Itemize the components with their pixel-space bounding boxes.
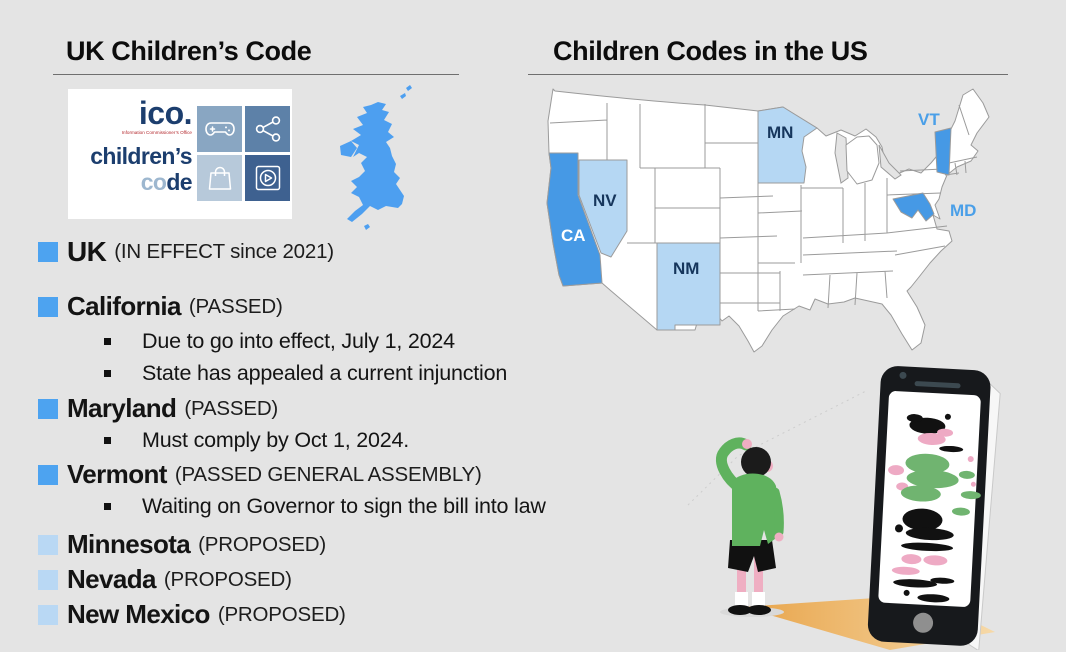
sub-bullet bbox=[104, 437, 111, 444]
sub-bullet bbox=[104, 338, 111, 345]
jurisdiction-name: Maryland bbox=[67, 393, 177, 423]
state-new-mexico bbox=[657, 243, 720, 330]
map-label-vt: VT bbox=[918, 110, 940, 129]
ico-logo-text-block bbox=[68, 89, 192, 196]
shetland-islands bbox=[400, 85, 412, 99]
great-britain-outline bbox=[347, 102, 404, 222]
us-map bbox=[545, 83, 1015, 360]
jurisdiction-name: Vermont bbox=[67, 459, 167, 489]
jurisdiction-name: Nevada bbox=[67, 564, 156, 594]
map-label-md: MD bbox=[950, 201, 977, 220]
legend-bullet-in-effect bbox=[38, 242, 58, 262]
legend-bullet-passed-assembly bbox=[38, 465, 58, 485]
map-label-ca: CA bbox=[561, 226, 586, 245]
ico-office-subtext: Information Commissioner’s Office bbox=[121, 130, 192, 135]
jurisdiction-status: (PROPOSED) bbox=[163, 567, 292, 591]
right-title-rule bbox=[528, 74, 1008, 75]
left-title-rule bbox=[53, 74, 459, 75]
note-text: State has appealed a current injunction bbox=[142, 361, 508, 385]
list-item-minnesota bbox=[38, 529, 326, 560]
note-text: Due to go into effect, July 1, 2024 bbox=[142, 329, 455, 353]
ico-childrens-code-logo bbox=[68, 89, 292, 219]
state-vermont bbox=[935, 128, 951, 175]
list-item-uk bbox=[38, 236, 334, 268]
childrens-wordmark: children’s bbox=[90, 143, 192, 169]
code-light-letters: co bbox=[140, 169, 167, 196]
list-item-vermont bbox=[38, 459, 482, 490]
sub-bullet bbox=[104, 370, 111, 377]
hand-on-head bbox=[742, 439, 752, 449]
jurisdiction-name: New Mexico bbox=[67, 599, 210, 629]
jurisdiction-status: (PASSED GENERAL ASSEMBLY) bbox=[174, 462, 482, 486]
legend-bullet-passed bbox=[38, 399, 58, 419]
code-wordmark bbox=[68, 169, 192, 195]
jurisdiction-name: Minnesota bbox=[67, 529, 191, 559]
small-isle bbox=[364, 224, 370, 230]
jurisdiction-status: (IN EFFECT since 2021) bbox=[114, 240, 334, 263]
logo-tile-grid bbox=[197, 106, 290, 201]
sub-bullet bbox=[104, 503, 111, 510]
code-dark-letters: de bbox=[166, 169, 192, 196]
jurisdiction-name: UK bbox=[67, 236, 107, 267]
note-row bbox=[104, 329, 455, 354]
left-section-title: UK Children’s Code bbox=[66, 36, 312, 66]
note-row bbox=[104, 428, 409, 453]
note-text: Must comply by Oct 1, 2024. bbox=[142, 428, 410, 452]
shopping-bag-icon bbox=[197, 155, 242, 201]
list-item-new-mexico bbox=[38, 599, 346, 630]
list-item-california bbox=[38, 291, 283, 322]
jurisdiction-status: (PASSED) bbox=[188, 294, 283, 318]
note-row bbox=[104, 494, 546, 519]
head-hair bbox=[741, 447, 771, 477]
right-section-title: Children Codes in the US bbox=[553, 36, 868, 66]
giant-phone bbox=[867, 365, 1001, 650]
list-item-nevada bbox=[38, 564, 292, 595]
jurisdiction-status: (PROPOSED) bbox=[198, 532, 327, 556]
map-label-mn: MN bbox=[767, 123, 794, 142]
sweater bbox=[732, 473, 779, 546]
gamepad-icon bbox=[197, 106, 242, 152]
ico-wordmark: ico. bbox=[138, 95, 192, 131]
hanging-hand bbox=[775, 533, 784, 542]
list-item-maryland bbox=[38, 393, 278, 424]
share-icon bbox=[245, 106, 290, 152]
map-label-nv: NV bbox=[593, 191, 617, 210]
note-text: Waiting on Governor to sign the bill into law bbox=[142, 494, 546, 518]
map-label-nm: NM bbox=[673, 259, 700, 278]
legend-bullet-passed bbox=[38, 297, 58, 317]
hanging-arm bbox=[775, 492, 779, 532]
play-video-icon bbox=[245, 155, 290, 201]
child-phone-illustration bbox=[680, 360, 1066, 650]
right-shoe bbox=[747, 605, 771, 615]
note-row bbox=[104, 361, 507, 386]
child-figure bbox=[721, 439, 783, 615]
faint-guide-line bbox=[688, 390, 868, 505]
legend-bullet-proposed bbox=[38, 570, 58, 590]
jurisdiction-status: (PROPOSED) bbox=[217, 602, 346, 626]
jurisdiction-status: (PASSED) bbox=[184, 396, 279, 420]
uk-map bbox=[332, 84, 424, 236]
legend-bullet-proposed bbox=[38, 535, 58, 555]
legend-bullet-proposed bbox=[38, 605, 58, 625]
jurisdiction-name: California bbox=[67, 291, 181, 321]
